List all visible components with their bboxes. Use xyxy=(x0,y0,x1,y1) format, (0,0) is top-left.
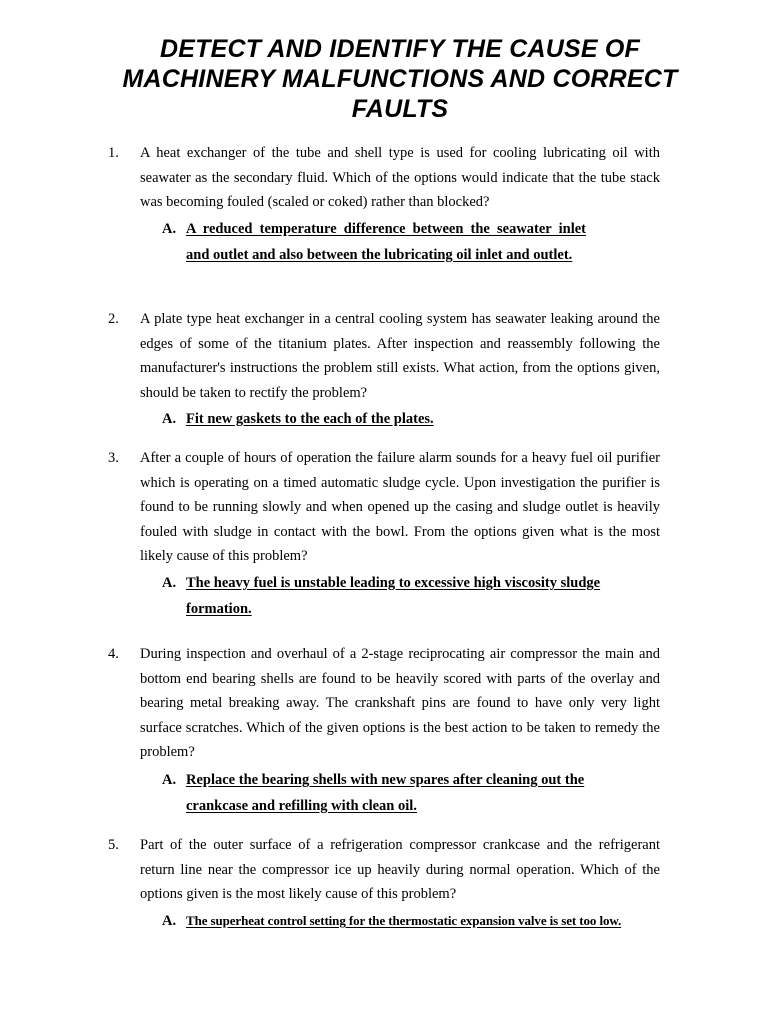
question-number: 1. xyxy=(108,145,119,161)
answer-letter: A. xyxy=(162,772,177,788)
answer-letter: A. xyxy=(162,221,177,237)
question-text: A heat exchanger of the tube and shell type is used for cooling lubricating oil with seawater as the secondary fluid. Which of the options would indicate that the tube stack was becoming fouled (scaled or coked) rather than blocked? xyxy=(140,145,660,210)
question-text: A plate type heat exchanger in a central cooling system has seawater leaking around the edges of some of the titanium plates. After inspection and reassembly following the manufacturer's instructions the problem still exists. What action, from the options given, should be taken to rectify the problem? xyxy=(140,311,660,401)
answer-letter: A. xyxy=(162,913,177,929)
question-text: After a couple of hours of operation the failure alarm sounds for a heavy fuel oil purifier which is operating on a timed automatic sludge cycle. Upon investigation the purifier is found to be running slowly and when opened up the casing and sludge outlet is heavily fouled with sludge in contact with the bowl. From the options given what is the most likely cause of this problem? xyxy=(140,450,660,564)
answer-text: A reduced temperature difference between the seawater inlet and outlet and also between the lubricating oil inlet and outlet. xyxy=(186,221,586,263)
answer-text: The heavy fuel is unstable leading to excessive high viscosity sludge formation. xyxy=(186,575,601,617)
page-title: DETECT AND IDENTIFY THE CAUSE OF MACHINERY MALFUNCTIONS AND CORRECT FAULTS xyxy=(122,35,678,123)
answer-text: Fit new gaskets to the each of the plates. xyxy=(186,411,434,427)
answer-text: The superheat control setting for the thermostatic expansion valve is set too low. xyxy=(186,913,622,928)
answer-text: Replace the bearing shells with new spares after cleaning out the crankcase and refilling with clean oil. xyxy=(186,772,585,814)
question-number: 2. xyxy=(108,311,119,327)
question-number: 4. xyxy=(108,646,119,662)
answer-letter: A. xyxy=(162,411,177,427)
answer-letter: A. xyxy=(162,575,177,591)
question-number: 3. xyxy=(108,450,119,466)
question-text: During inspection and overhaul of a 2-stage reciprocating air compressor the main and bottom end bearing shells are found to be heavily scored with parts of the overlay and bearing metal breaking away. The crankshaft pins are found to have only very light surface scratches. Which of the given options is the best action to be taken to remedy the problem? xyxy=(140,646,660,760)
question-text: Part of the outer surface of a refrigeration compressor crankcase and the refrigerant return line near the compressor ice up heavily during normal operation. Which of the options given is the most likely cause of this problem? xyxy=(140,837,660,902)
question-number: 5. xyxy=(108,837,119,853)
